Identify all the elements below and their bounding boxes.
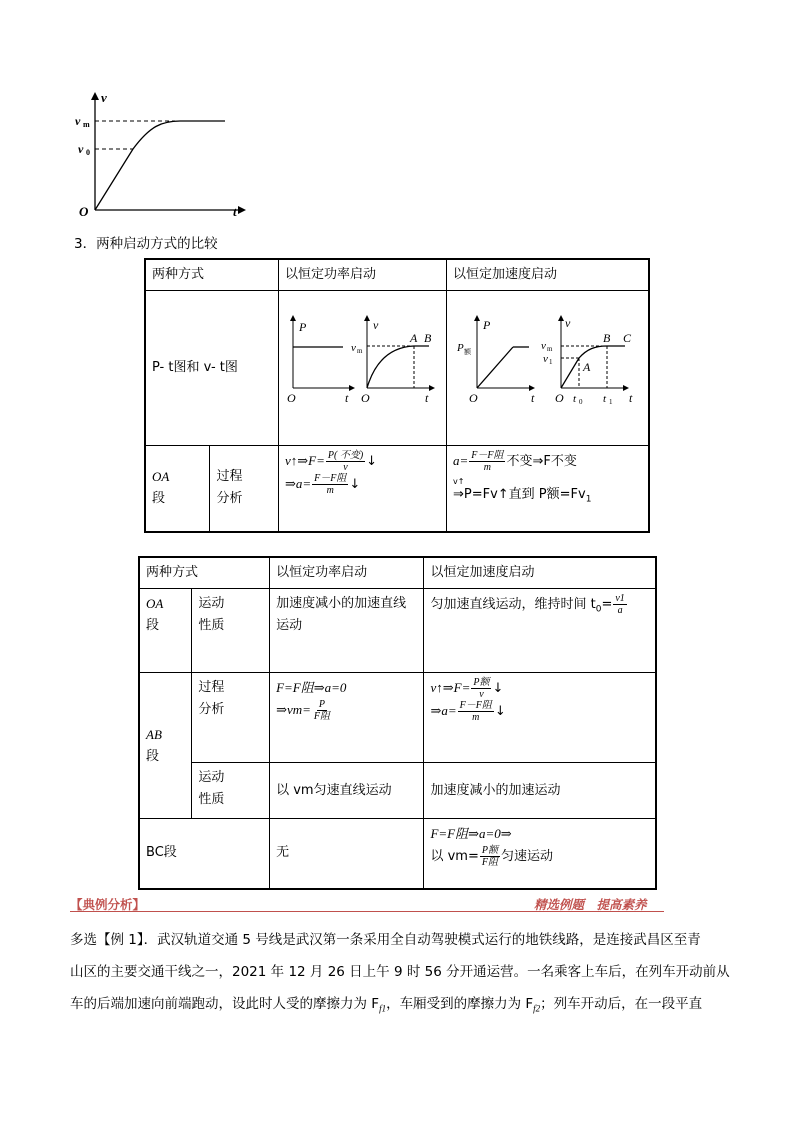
cp-line1-frac: $\frac{\text{P( 不变)}}{v}$ (327, 450, 364, 474)
example-line3: 车的后端加速向前端跑动，设此时人受的摩擦力为 $F_{f1}$，车厢受到的摩擦力为 $F_{f2}$；列车开动后，在一段平直 (70, 996, 703, 1014)
cp-origin-label: O (286, 391, 296, 406)
oa-ca-motion-prefix: 匀加速直线运动，维持时间 t (430, 597, 596, 613)
y-axis-label: v (101, 90, 107, 105)
ab-ca-line1-frac: $\frac{\text{P额}}{v}$ (473, 677, 490, 701)
origin-label: O (79, 204, 89, 219)
cp-vt-t-axis: t (424, 391, 429, 406)
table2-motion-label-1: 运动 (198, 596, 225, 612)
table1-row-label-graphs: P- t图和 v- t图 (145, 291, 278, 446)
ca-t1-sub: 1 (608, 398, 613, 407)
table2-h-col3: 以恒定加速度启动 (424, 557, 656, 589)
ab-cp-frac: $\frac{P}{\text{F阻}}$ (313, 699, 331, 723)
comparison-table-1 (144, 258, 650, 533)
example-line2: 山区的主要交通干线之一，2021 年 12 月 26 日上午 9 时 56 分开通运营。一名乘客上车后，在列车开动前从 (70, 964, 730, 980)
table1-process-label-2: 分析 (216, 491, 243, 507)
ca-vt-t-axis: t (628, 391, 633, 406)
example-paragraph (70, 924, 730, 1025)
ab-cp-line1: F=F阻⇒a=0 (276, 680, 347, 696)
cp-t-axis-label: t (344, 391, 349, 406)
cp-v-axis-label: v (372, 318, 379, 333)
table1-oa-label (145, 446, 210, 532)
ca-p-axis-label: P (482, 318, 491, 333)
table2-ab-label (139, 673, 192, 819)
table2-bc-label: BC段 (139, 819, 270, 889)
top-vt-graph (70, 88, 250, 223)
constant-accel-graphs (446, 291, 649, 446)
table1-process-label (210, 446, 279, 532)
table2-oa-motion-label (192, 589, 270, 673)
ca-t0-sub: 0 (578, 398, 583, 407)
table2-oa-label-1: OA (146, 596, 164, 612)
table2-process-label-1: 过程 (198, 680, 225, 696)
table2-process-label-2: 分析 (198, 702, 225, 718)
table1-oa-constant-accel (446, 446, 649, 532)
v0-sub: 0 (86, 148, 90, 157)
ab-ca-line2-prefix: ⇒a= (430, 703, 457, 719)
example-header-rule (70, 911, 664, 912)
constant-power-graphs (278, 291, 446, 446)
ab-ca-line2-suffix: ↓ (494, 704, 506, 720)
cp-point-a: A (409, 331, 418, 346)
table2-header-row (139, 557, 656, 589)
cp-point-b: B (423, 331, 432, 346)
bc-ca-line2-suffix: 匀速运动 (500, 849, 553, 865)
table2-ab-motion-row (139, 763, 656, 819)
cp-line1-prefix: v↑⇒F= (284, 453, 325, 469)
ca-point-a: A (582, 360, 591, 375)
table2-ab-cp-process (270, 673, 424, 763)
ca-pe-sub: 额 (463, 348, 471, 357)
table1-process-label-1: 过程 (216, 469, 243, 485)
table2-ab-ca-motion: 加速度减小的加速运动 (424, 763, 656, 819)
bc-ca-line2-prefix: 以 vm= (430, 849, 479, 865)
constant-accel-graphs-svg (447, 291, 648, 437)
v0-label: v (78, 142, 84, 156)
ca-t1-label: t (602, 393, 607, 406)
table1-h-col2: 以恒定功率启动 (278, 259, 446, 291)
cp-vt-origin: O (360, 391, 370, 406)
table1-oa-constant-power (278, 446, 446, 532)
table2-h-col2: 以恒定功率启动 (270, 557, 424, 589)
ab-ca-line1-prefix: v↑⇒F= (430, 680, 471, 696)
cp-vm-sub: m (356, 347, 363, 356)
ca-line1-suffix: 不变⇒F不变 (506, 454, 577, 470)
oa-ca-motion-eq: = (601, 597, 613, 613)
table1-h-col1: 两种方式 (145, 259, 278, 291)
ca-t0-label: t (572, 393, 577, 406)
table2-ab-cp-motion: 以 vm匀速直线运动 (270, 763, 424, 819)
bc-ca-line1: F=F阻⇒a=0⇒ (430, 826, 512, 842)
x-axis-label: t (233, 204, 237, 219)
cp-vm-label: v (350, 342, 356, 355)
ab-cp-line2-prefix: ⇒vm= (276, 702, 311, 718)
table2-motion-label-2: 性质 (198, 618, 225, 634)
table2-bc-row (139, 819, 656, 889)
comparison-table-2 (138, 556, 657, 890)
table1-header-row (145, 259, 649, 291)
cp-p-axis-label: P (298, 320, 307, 335)
table2-oa-label-2: 段 (146, 618, 160, 634)
vm-sub: m (83, 120, 90, 129)
table2-ab-label-2: 段 (146, 748, 160, 764)
table2-ab-ca-process (424, 673, 656, 763)
oa-ca-frac: $\frac{v1}{a}$ (615, 593, 625, 617)
vm-label: v (75, 114, 81, 128)
table2-process-label (192, 673, 270, 763)
constant-power-graphs-svg (279, 291, 446, 437)
cp-line2-suffix: ↓ (349, 477, 361, 493)
table2-oa-cp-motion: 加速度减小的加速直线运动 (270, 589, 424, 673)
example-header-right: 精选例题 提高素养 (534, 897, 647, 912)
ca-line1-frac: $\frac{\text{F－F阻}}{m}$ (471, 450, 504, 474)
ca-vt-origin: O (554, 391, 564, 406)
ca-v1-label: v (542, 353, 548, 366)
ca-vm-label: v (540, 340, 546, 353)
table2-h-col1: 两种方式 (139, 557, 270, 589)
table2-oa-ca-motion (424, 589, 656, 673)
ca-line1-prefix: a= (452, 453, 469, 469)
example-line1: 多选【例 1】．武汉轨道交通 5 号线是武汉第一条采用全自动驾驶模式运行的地铁线路，是连接武昌区至青 (70, 932, 701, 948)
ca-v-axis-label: v (564, 316, 571, 331)
ca-line2-sub: 1 (585, 494, 592, 505)
bc-ca-frac: $\frac{\text{P额}}{\text{F阻}}$ (481, 845, 498, 869)
table1-graph-row (145, 291, 649, 446)
ca-point-b: B (602, 331, 611, 346)
table2-bc-cp: 无 (270, 819, 424, 889)
ca-origin-label: O (468, 391, 478, 406)
example-header-left: 【典例分析】 (70, 897, 146, 912)
table2-oa-label (139, 589, 192, 673)
ab-ca-line2-frac: $\frac{\text{F－F阻}}{m}$ (459, 700, 492, 724)
table1-oa-label-2: 段 (152, 491, 166, 507)
ab-ca-line1-suffix: ↓ (492, 681, 504, 697)
table2-ab-label-1: AB (146, 726, 162, 742)
ca-point-c: C (622, 331, 631, 346)
table2-ab-motion-label (192, 763, 270, 819)
table2-ab-process-row (139, 673, 656, 763)
cp-line2-prefix: ⇒a= (284, 476, 312, 492)
ca-line2: ⇒P=Fv↑直到 P额=Fv (452, 486, 586, 502)
ca-line2-small: v↑ (452, 477, 465, 487)
table2-ab-motion-label-2: 性质 (198, 792, 225, 808)
ca-t-axis-label: t (530, 391, 535, 406)
table1-oa-row (145, 446, 649, 532)
table2-oa-row (139, 589, 656, 673)
cp-line2-frac: $\frac{\text{F－F阻}}{m}$ (314, 473, 347, 497)
ca-v1-sub: 1 (548, 358, 553, 367)
section-title: 3．两种启动方式的比较 (74, 236, 218, 252)
oa-ca-motion-sub: 0 (595, 604, 602, 615)
table2-ab-motion-label-1: 运动 (198, 770, 225, 786)
cp-line1-suffix: ↓ (366, 454, 378, 470)
table2-bc-ca (424, 819, 656, 889)
table1-oa-label-1: OA (152, 469, 170, 485)
ca-pe-label: P (456, 342, 464, 355)
ca-vm-sub: m (546, 345, 553, 354)
table1-h-col3: 以恒定加速度启动 (446, 259, 649, 291)
